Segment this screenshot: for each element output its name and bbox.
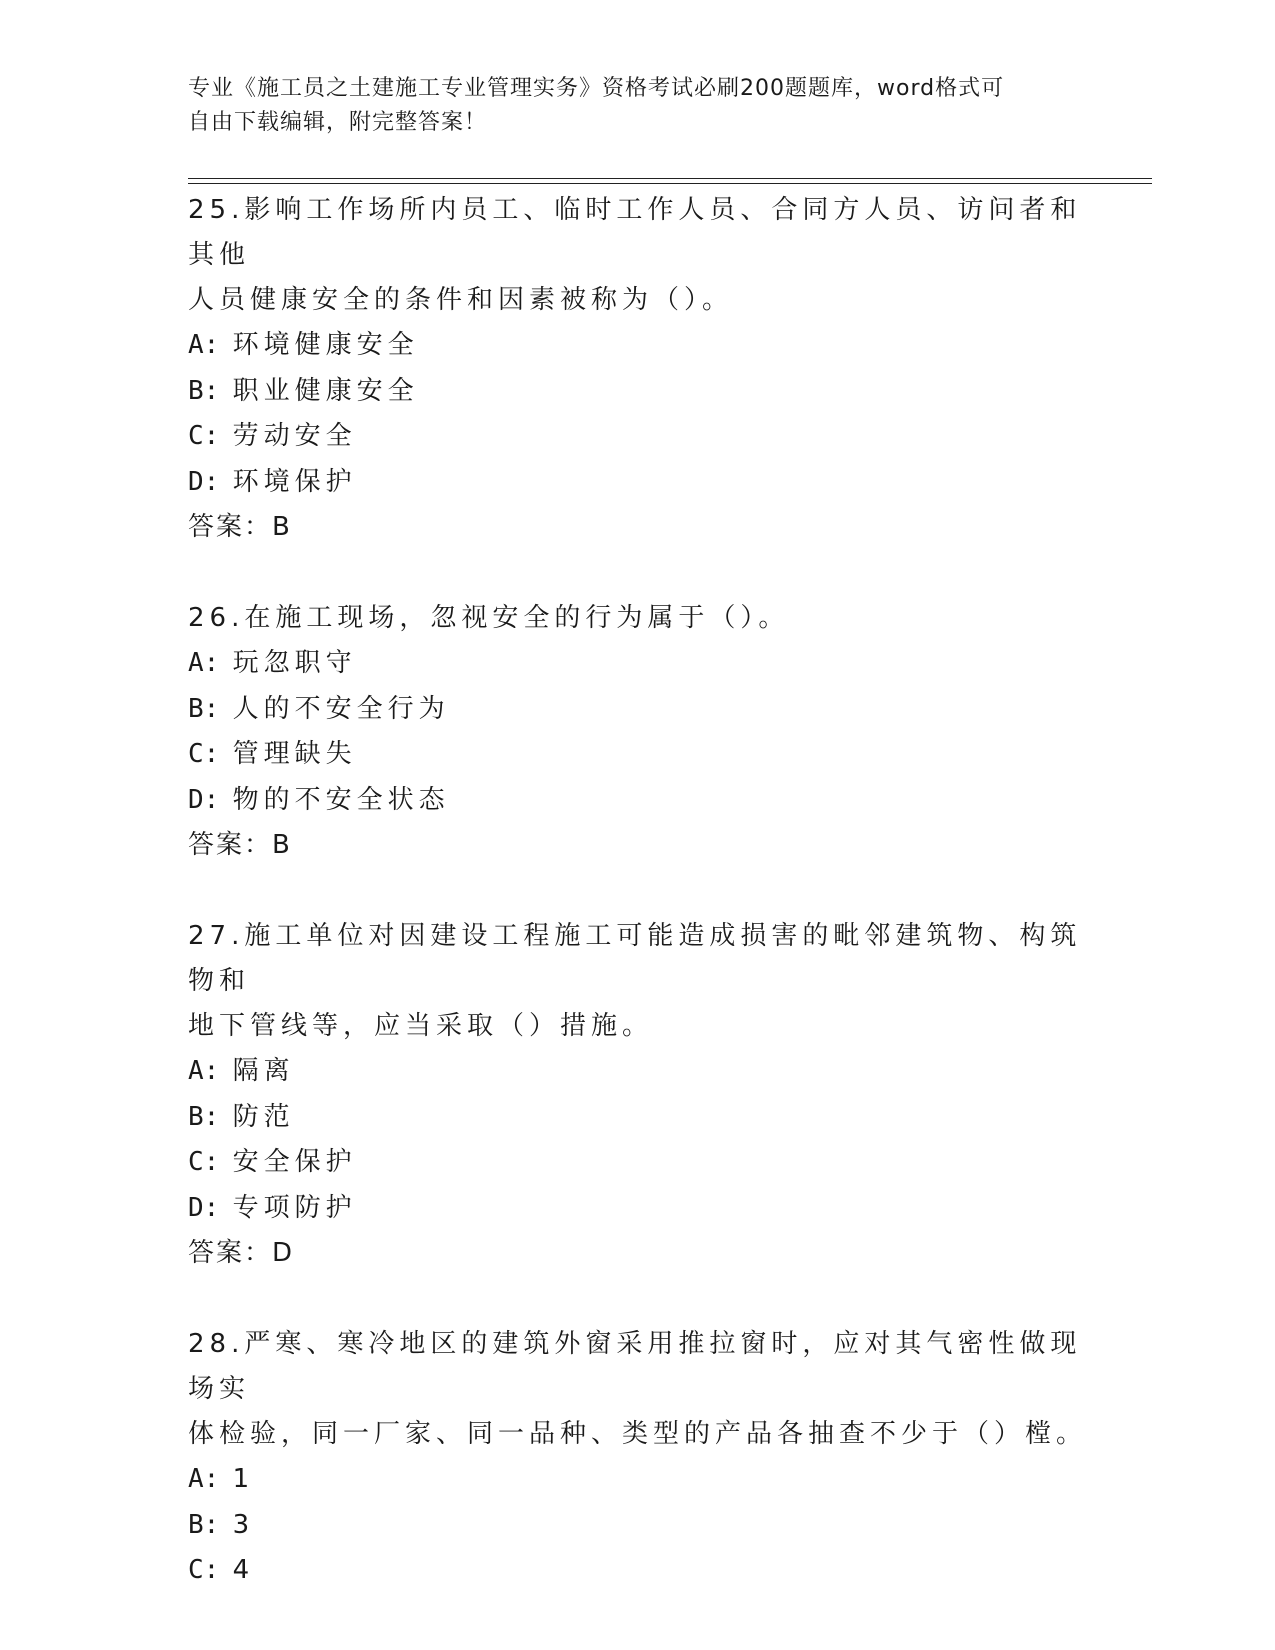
- option-text: 安全保护: [232, 1147, 357, 1177]
- option-text: 环境健康安全: [232, 330, 419, 360]
- option-letter: C:: [188, 1555, 220, 1585]
- option-text: 隔离: [232, 1056, 295, 1086]
- question-28: [188, 1322, 1088, 1594]
- option-letter: B:: [188, 1101, 220, 1132]
- question-27: [188, 914, 1088, 1276]
- option-letter: A:: [188, 1464, 220, 1494]
- question-stem-line: 25.影响工作场所内员工、临时工作人员、合同方人员、访问者和其他: [188, 195, 1082, 270]
- option-c: [188, 1548, 1088, 1594]
- question-stem-line: 人员健康安全的条件和因素被称为（）。: [188, 285, 734, 315]
- header-rule-bottom: [188, 183, 1152, 184]
- option-b: [188, 687, 1088, 733]
- option-letter: A:: [188, 648, 220, 678]
- option-a: [188, 1049, 1088, 1095]
- answer-line: 答案：B: [188, 512, 292, 542]
- question-list: [188, 188, 1088, 1594]
- question-spacer: [188, 1276, 1088, 1322]
- option-d: [188, 778, 1088, 824]
- option-letter: A:: [188, 330, 220, 360]
- option-c: [188, 414, 1088, 460]
- option-letter: B:: [188, 1509, 220, 1540]
- question-25: [188, 188, 1088, 550]
- question-spacer: [188, 550, 1088, 596]
- option-b: [188, 1095, 1088, 1141]
- option-text: 专项防护: [232, 1192, 357, 1223]
- option-text: 劳动安全: [232, 421, 357, 451]
- option-letter: C:: [188, 1147, 220, 1177]
- question-spacer: [188, 868, 1088, 914]
- option-d: [188, 1186, 1088, 1232]
- option-d: [188, 460, 1088, 506]
- question-stem-line: 28.严寒、寒冷地区的建筑外窗采用推拉窗时，应对其气密性做现场实: [188, 1329, 1082, 1404]
- option-letter: D:: [188, 466, 220, 497]
- option-text: 3: [232, 1509, 255, 1540]
- option-c: [188, 732, 1088, 778]
- header-line-2: 自由下载编辑，附完整答案！: [188, 110, 488, 135]
- question-stem-line: 26.在施工现场，忽视安全的行为属于（）。: [188, 603, 790, 633]
- option-text: 环境保护: [232, 466, 357, 497]
- option-text: 管理缺失: [232, 739, 357, 769]
- option-letter: B:: [188, 693, 220, 724]
- header-line-1: 专业《施工员之土建施工专业管理实务》资格考试必刷200题题库，word格式可: [188, 76, 1005, 101]
- option-letter: B:: [188, 375, 220, 406]
- option-c: [188, 1140, 1088, 1186]
- option-letter: C:: [188, 421, 220, 451]
- option-a: [188, 323, 1088, 369]
- question-stem-line: 地下管线等，应当采取（）措施。: [188, 1011, 654, 1041]
- option-text: 人的不安全行为: [232, 693, 450, 724]
- question-stem-line: 体检验，同一厂家、同一品种、类型的产品各抽查不少于（）樘。: [188, 1419, 1088, 1449]
- option-text: 防范: [232, 1101, 295, 1132]
- option-letter: D:: [188, 784, 220, 815]
- answer-line: 答案：B: [188, 830, 292, 860]
- option-letter: A:: [188, 1056, 220, 1086]
- option-text: 物的不安全状态: [232, 784, 450, 815]
- option-b: [188, 369, 1088, 415]
- question-stem-line: 27.施工单位对因建设工程施工可能造成损害的毗邻建筑物、构筑物和: [188, 921, 1082, 996]
- option-b: [188, 1503, 1088, 1549]
- option-text: 玩忽职守: [232, 648, 357, 678]
- option-letter: D:: [188, 1192, 220, 1223]
- question-26: [188, 596, 1088, 868]
- document-header: [188, 72, 1068, 140]
- header-rule-top: [188, 178, 1152, 179]
- option-a: [188, 641, 1088, 687]
- option-a: [188, 1457, 1088, 1503]
- option-text: 1: [232, 1464, 255, 1494]
- option-letter: C:: [188, 739, 220, 769]
- option-text: 职业健康安全: [232, 375, 419, 406]
- answer-line: 答案：D: [188, 1238, 295, 1268]
- option-text: 4: [232, 1555, 255, 1585]
